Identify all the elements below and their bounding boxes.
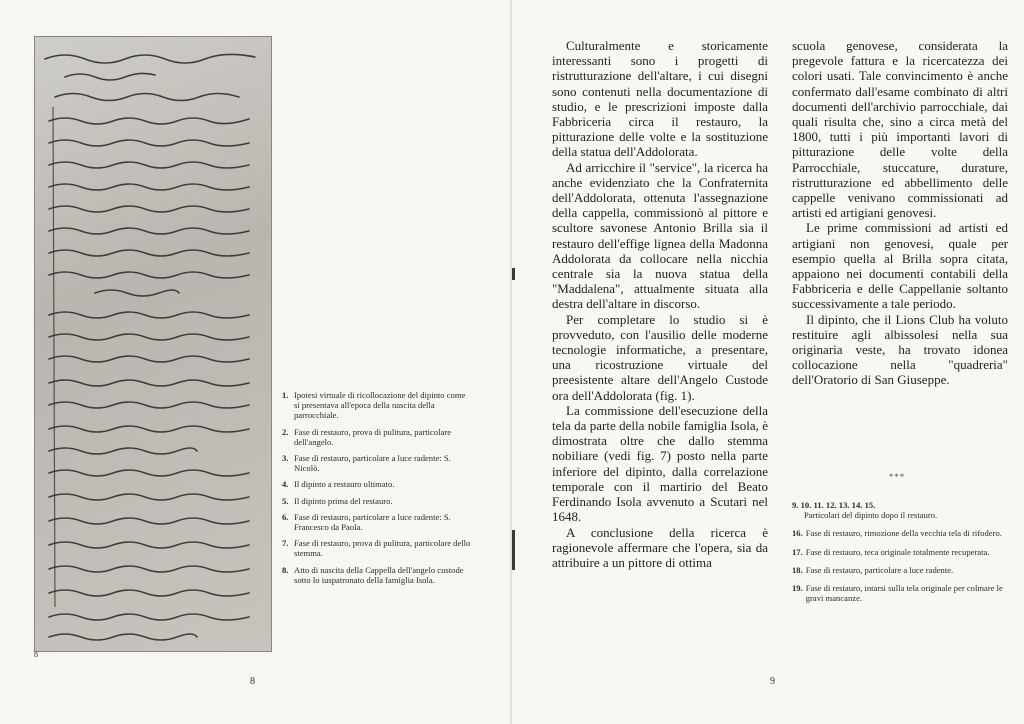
paragraph: Il dipinto, che il Lions Club ha voluto restituire agli albissolesi nella sua originaria veste, ha trovato idonea collocazione nella "quadreria" dell'Oratorio di San Giuseppe. <box>792 311 1008 388</box>
captions-left <box>282 390 472 591</box>
caption-item: 6. Fase di restauro, particolare a luce radente: S. Francesco da Paola. <box>282 511 451 533</box>
paragraph: scuola genovese, considerata la pregevole fattura e la ricercatezza dei colori usati. Tale convincimento è anche confermato dall'esame combinato di altri documenti dell'archivio parrocchiale, dai quali risulta che, sino a circa metà del 1800, tutti i più importanti lavori di pitturazione delle volte della Parrocchiale, stuccature, durature, ristrutturazione ed abbellimento delle cappelle venivano commissionati ad artisti ed artigiani genovesi. <box>792 38 1008 221</box>
caption-item: 2. Fase di restauro, prova di pulitura, particolare dell'angelo. <box>282 426 452 447</box>
section-separator: *** <box>888 472 906 482</box>
caption-item: 16. Fase di restauro, rimozione della vecchia tela di rifodero. <box>792 528 1002 539</box>
paragraph: Le prime commissioni ad artisti ed artigiani non genovesi, quale per esempio quella al Brilla sopra citata, appaiono nei documenti contabili della Fabbriceria e delle Cappellanie soltanto successivamente a tale periodo. <box>792 220 1008 312</box>
captions-right <box>792 500 1008 611</box>
text-column-1 <box>552 38 768 570</box>
figure-number: 8 <box>34 650 38 659</box>
text-column-2 <box>792 38 1008 388</box>
paragraph: Per completare lo studio si è provveduto, con l'ausilio delle moderne tecnologie informatiche, a presentare, una ricostruzione virtuale del preesistente altare dell'Angelo Custode ora dell'Addolorata (fig. 1). <box>552 311 768 403</box>
page-number-left: 8 <box>250 676 255 687</box>
paragraph: Culturalmente e storicamente interessanti sono i progetti di ristrutturazione dell'altare, i cui disegni sono contenuti nella documentazione di studio, e le prescrizioni imposte dalla Fabbriceria circa il restauro, la pitturazione delle volte e la sostituzione della statua dell'Addolorata. <box>552 38 768 160</box>
page-number-right: 9 <box>770 676 775 687</box>
caption-item: 1. Ipotesi virtuale di ricollocazione del dipinto come si presentava all'epoca della nascita della parrocchiale. <box>282 390 466 421</box>
caption-item: 5. Il dipinto prima del restauro. <box>282 495 393 506</box>
caption-item: 4. Il dipinto a restauro ultimato. <box>282 479 395 490</box>
caption-item: 7. Fase di restauro, prova di pulitura, particolare dello stemma. <box>282 538 471 559</box>
paragraph: La commissione dell'esecuzione della tela da parte della nobile famiglia Isola, è dimostrata oltre che dallo stemma nobiliare (vedi fig. 7) posto nella parte inferiore del dipinto, dalla correlazione temporale con il martirio del Beato Ferdinando Isola avvenuto a Scutari nel 1648. <box>552 402 768 525</box>
paragraph: Ad arricchire il "service", la ricerca ha anche evidenziato che la Confraternita dell'Addolorata, ottenuta l'assegnazione della cappella, commissionò al pittore e scultore savonese Antonio Brilla sia il restauro dell'effige lignea della Madonna Addolorata da collocare nella nicchia centrale sia la nuova statua della "Maddalena", attualmente situata alla destra dell'altare in discorso. <box>552 159 768 312</box>
caption-item: 18. Fase di restauro, particolare a luce radente. <box>792 564 954 575</box>
manuscript-photo <box>34 36 272 652</box>
paragraph: A conclusione della ricerca è ragionevole affermare che l'opera, sia da attribuire a un pittore di ottima <box>552 524 768 570</box>
caption-item: 17. Fase di restauro, teca originale totalmente recuperata. <box>792 546 990 557</box>
handwriting-image <box>35 37 271 651</box>
caption-item: 19. Fase di restauro, intarsi sulla tela originale per colmare le gravi mancanze. <box>792 583 1003 604</box>
margin-mark <box>512 268 515 280</box>
caption-item: 9. 10. 11. 12. 13. 14. 15. Particolari del dipinto dopo il restauro. <box>792 500 938 521</box>
caption-item: 3. Fase di restauro, particolare a luce radente: S. Nicolò. <box>282 453 451 474</box>
margin-mark <box>512 530 515 570</box>
caption-item: 8. Atto di nascita della Cappella dell'angelo custode sotto lo iuspatronato della famiglia Isola. <box>282 564 464 585</box>
